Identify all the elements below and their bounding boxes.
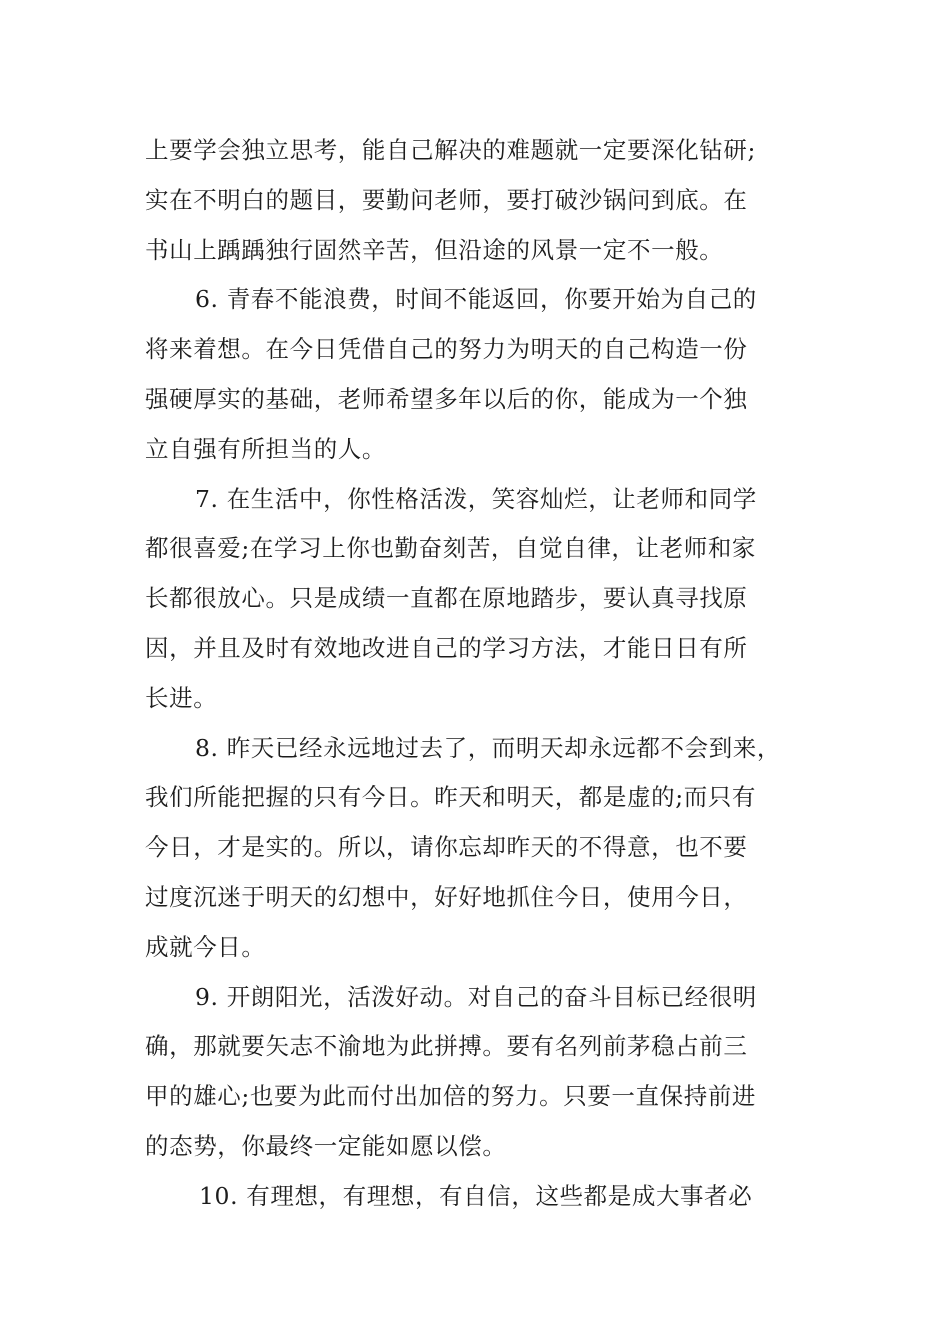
text-line: 实在不明白的题目，要勤问老师，要打破沙锅问到底。在 [145,185,748,214]
text-line: 因，并且及时有效地改进自己的学习方法，才能日日有所 [145,633,748,662]
text-line: 7. 在生活中，你性格活泼，笑容灿烂，让老师和同学 [195,484,757,513]
text-line: 都很喜爱;在学习上你也勤奋刻苦，自觉自律，让老师和家 [145,534,757,563]
text-line: 的态势，你最终一定能如愿以偿。 [145,1131,507,1160]
text-line: 立自强有所担当的人。 [145,434,386,463]
paragraph-item-10 [145,1172,810,1222]
document-body [145,126,810,1222]
text-line: 10. 有理想，有理想，有自信，这些都是成大事者必 [199,1181,753,1210]
paragraph-item-8 [145,724,810,973]
paragraph-item-7 [145,475,810,724]
text-line: 成就今日。 [145,932,266,961]
text-line: 书山上踽踽独行固然辛苦，但沿途的风景一定不一般。 [145,235,724,264]
text-line: 我们所能把握的只有今日。昨天和明天，都是虚的;而只有 [145,783,757,812]
text-line: 强硬厚实的基础，老师希望多年以后的你，能成为一个独 [145,384,748,413]
paragraph-item-9 [145,973,810,1172]
paragraph-item-6 [145,275,810,474]
text-line: 长进。 [145,683,218,712]
text-line: 6. 青春不能浪费，时间不能返回，你要开始为自己的 [195,285,757,314]
paragraph-continuation [145,126,810,275]
text-line: 今日，才是实的。所以，请你忘却昨天的不得意，也不要 [145,833,748,862]
text-line: 上要学会独立思考，能自己解决的难题就一定要深化钻研; [145,136,757,164]
text-line: 将来着想。在今日凭借自己的努力为明天的自己构造一份 [145,335,748,364]
text-line: 9. 开朗阳光，活泼好动。对自己的奋斗目标已经很明 [195,982,757,1011]
text-line: 确，那就要矢志不渝地为此拼搏。要有名列前茅稳占前三 [145,1032,748,1061]
text-line: 8. 昨天已经永远地过去了，而明天却永远都不会到来， [195,733,781,762]
text-line: 甲的雄心;也要为此而付出加倍的努力。只要一直保持前进 [145,1082,757,1111]
text-line: 过度沉迷于明天的幻想中，好好地抓住今日，使用今日， [145,882,748,911]
text-line: 长都很放心。只是成绩一直都在原地踏步，要认真寻找原 [145,584,748,613]
